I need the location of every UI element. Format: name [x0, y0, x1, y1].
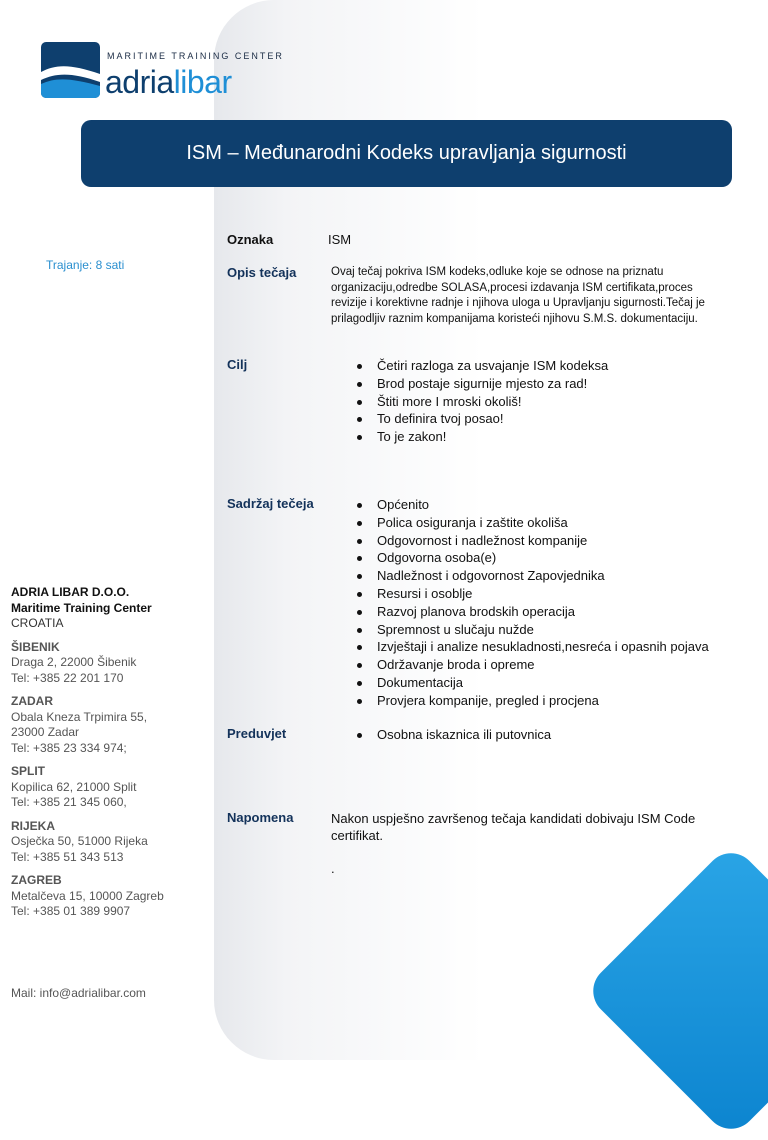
content-item: Resursi i osoblje: [377, 585, 709, 603]
prerequisite-item: Osobna iskaznica ili putovnica: [377, 727, 552, 742]
office-line: Metalčeva 15, 10000 Zagreb: [11, 888, 164, 903]
content-item: Spremnost u slučaju nužde: [377, 621, 709, 639]
content-item: Izvještaji i analize nesukladnosti,nesreća i opasnih pojava: [377, 639, 709, 655]
goal-list: [377, 357, 608, 446]
office-city: ŠIBENIK: [11, 639, 60, 654]
wave-logo-icon: [41, 42, 100, 98]
office-line: Tel: +385 51 343 513: [11, 849, 124, 864]
office-line: Tel: +385 21 345 060,: [11, 795, 127, 809]
label-cilj: Cilj: [227, 357, 248, 372]
content-item: Održavanje broda i opreme: [377, 656, 709, 674]
label-sadrzaj: Sadržaj tečeja: [227, 496, 314, 511]
office-line: Osječka 50, 51000 Rijeka: [11, 834, 148, 848]
office-list: [11, 640, 211, 920]
office-line: Tel: +385 23 334 974;: [11, 740, 127, 755]
content-item: Odgovornost i nadležnost kompanije: [377, 532, 709, 550]
logo-tagline: MARITIME TRAINING CENTER: [107, 51, 284, 61]
company-logo: [41, 42, 284, 102]
course-title: ISM – Međunarodni Kodeks upravljanja sigurnosti: [81, 120, 732, 187]
office-line: Obala Kneza Trpimira 55,: [11, 709, 148, 724]
course-description: Ovaj tečaj pokriva ISM kodeks,odluke koje se odnose na priznatu organizaciju,odredbe SOLASA,procesi izdavanja ISM certifikata,proces revizije i korektivne radnje i njihova uloga u Upravljanju sigurnosti.Tečaj je prilagodljiv raznim kompanijama koristeći njihovu S.M.S. dokumentaciju.: [331, 266, 705, 325]
logo-wordmark: adrialibar: [105, 64, 232, 100]
office-city: SPLIT: [11, 764, 46, 778]
company-country: CROATIA: [11, 616, 64, 630]
office-line: Tel: +385 22 201 170: [11, 670, 124, 685]
office-line: Draga 2, 22000 Šibenik: [11, 655, 137, 669]
office-city: ZAGREB: [11, 873, 62, 887]
content-list: [377, 496, 709, 710]
course-duration: Trajanje: 8 sati: [46, 258, 125, 272]
office-line: Tel: +385 01 389 9907: [11, 904, 131, 918]
company-subtitle: Maritime Training Center: [11, 600, 152, 615]
content-item: Nadležnost i odgovornost Zapovjednika: [377, 567, 709, 585]
goal-item: Četiri razloga za usvajanje ISM kodeksa: [377, 358, 609, 373]
office-city: RIJEKA: [11, 818, 56, 833]
note-text: Nakon uspješno završenog tečaja kandidati dobivaju ISM Code certifikat.: [331, 811, 696, 843]
content-item: Dokumentacija: [377, 674, 709, 692]
goal-item: To je zakon!: [377, 428, 608, 446]
content-item: Provjera kompanije, pregled i procjena: [377, 692, 709, 710]
office-city: ZADAR: [11, 694, 53, 708]
label-oznaka: Oznaka: [227, 232, 274, 247]
office-line: 23000 Zadar: [11, 725, 80, 739]
office-line: Kopilica 62, 21000 Split: [11, 779, 137, 794]
label-preduvjet: Preduvjet: [227, 726, 287, 741]
label-napomena: Napomena: [227, 810, 294, 825]
goal-item: Brod postaje sigurnije mjesto za rad!: [377, 375, 608, 393]
content-item: Odgovorna osoba(e): [377, 549, 709, 567]
contact-mail: Mail: info@adrialibar.com: [11, 986, 146, 1000]
content-item: Razvoj planova brodskih operacija: [377, 603, 709, 621]
label-opis: Opis tečaja: [227, 265, 297, 280]
note-dot: .: [331, 861, 335, 876]
value-oznaka: ISM: [328, 232, 352, 247]
company-contacts: [11, 585, 211, 920]
company-name: ADRIA LIBAR D.O.O.: [11, 585, 130, 599]
goal-item: Štiti more I mroski okoliš!: [377, 393, 608, 411]
goal-item: To definira tvoj posao!: [377, 410, 608, 428]
prerequisite-list: [377, 726, 551, 744]
content-item: Polica osiguranja i zaštite okoliša: [377, 514, 709, 532]
content-item: Općenito: [377, 496, 709, 514]
